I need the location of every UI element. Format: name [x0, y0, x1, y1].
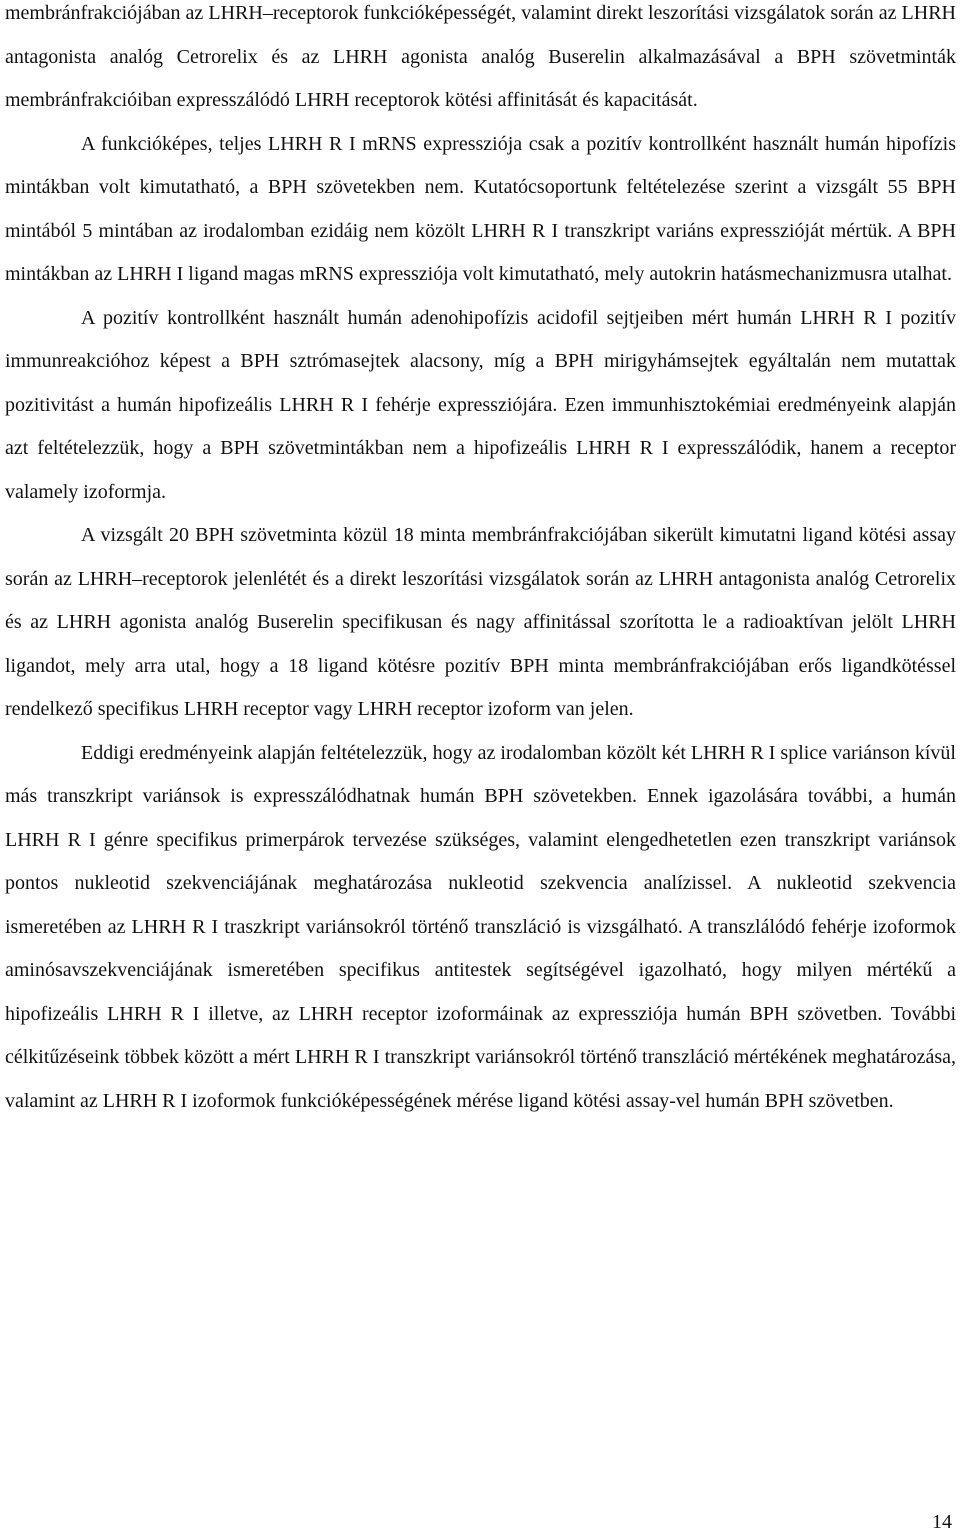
paragraph-3: A pozitív kontrollként használt humán adenohipofízis acidofil sejtjeiben mért humán LHRH R I pozitív immunreakcióhoz képest a BPH sztrómasejtek alacsony, míg a BPH mirigyhámsejtek egyáltalán nem mutattak pozitivitást a humán hipofizeális LHRH R I fehérje expressziójára. Ezen immunhisztokémiai eredményeink alapján azt feltételezzük, hogy a BPH szövetmintákban nem a hipofizeális LHRH R I expresszálódik, hanem a receptor valamely izoformja.: [5, 306, 956, 503]
paragraph-2: A funkcióképes, teljes LHRH R I mRNS expressziója csak a pozitív kontrollként használt humán hipofízis mintákban volt kimutatható, a BPH szövetekben nem. Kutatócsoportunk feltételezése szerint a vizsgált 55 BPH mintából 5 mintában az irodalomban ezidáig nem közölt LHRH R I transzkript variáns expresszióját mértük. A BPH mintákban az LHRH I ligand magas mRNS expressziója volt kimutatható, mely autokrin hatásmechanizmusra utalhat.: [5, 132, 956, 285]
document-page: [5, 0, 956, 1123]
paragraph-4: A vizsgált 20 BPH szövetminta közül 18 minta membránfrakciójában sikerült kimutatni ligand kötési assay során az LHRH–receptorok jelenlétét és a direkt leszorítási vizsgálatok során az LHRH antagonista analóg Cetrorelix és az LHRH agonista analóg Buserelin specifikusan és nagy affinitással szorította le a radioaktívan jelölt LHRH ligandot, mely arra utal, hogy a 18 ligand kötésre pozitív BPH minta membránfrakciójában erős ligandkötéssel rendelkező specifikus LHRH receptor vagy LHRH receptor izoform van jelen.: [5, 524, 956, 720]
page-number: 14: [932, 1511, 952, 1533]
paragraph-5: Eddigi eredményeink alapján feltételezzük, hogy az irodalomban közölt két LHRH R I splice variánson kívül más transzkript variánsok is expresszálódhatnak humán BPH szövetekben. Ennek igazolására további, a humán LHRH R I génre specifikus primerpárok tervezése szükséges, valamint elengedhetetlen ezen transzkript variánsok pontos nukleotid szekvenciájának meghatározása nukleotid szekvencia analízissel. A nukleotid szekvencia ismeretében az LHRH R I traszkript variánsokról történő transzláció is vizsgálható. A transzlálódó fehérje izoformok aminósavszekvenciájának ismeretében specifikus antitestek segítségével igazolható, hogy milyen mértékű a hipofizeális LHRH R I illetve, az LHRH receptor izoformáinak az expressziója humán BPH szövetben. További célkitűzéseink többek között a mért LHRH R I transzkript variánsokról történő transzláció mértékének meghatározása, valamint az LHRH R I izoformok funkcióképességének mérése ligand kötési assay-vel humán BPH szövetben.: [5, 741, 956, 1112]
paragraph-1: membránfrakciójában az LHRH–receptorok funkcióképességét, valamint direkt leszorítási vizsgálatok során az LHRH antagonista analóg Cetrorelix és az LHRH agonista analóg Buserelin alkalmazásával a BPH szövetminták membránfrakcióiban expresszálódó LHRH receptorok kötési affinitását és kapacitását.: [5, 2, 956, 111]
